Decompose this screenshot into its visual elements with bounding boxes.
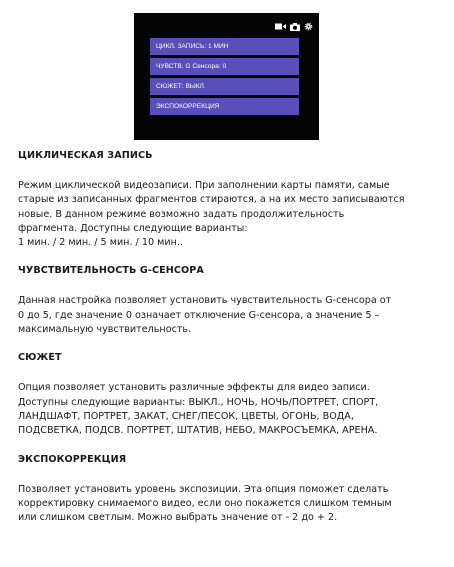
section-text bbox=[18, 294, 442, 337]
status-icons bbox=[275, 22, 313, 31]
section-scene bbox=[18, 352, 442, 438]
section-loop-recording bbox=[18, 150, 442, 250]
section-title: ЦИКЛИЧЕСКАЯ ЗАПИСЬ bbox=[18, 150, 153, 161]
section-title: ЧУВСТВИТЕЛЬНОСТЬ G-СЕНСОРА bbox=[18, 265, 204, 277]
text-line: максимальную чувствительность. bbox=[18, 324, 192, 336]
menu-item-loop-recording[interactable]: ЦИКЛ. ЗАПИСЬ: 1 МИН bbox=[150, 38, 299, 55]
text-line: ПОДСВЕТКА, ПОДСВ. ПОРТРЕТ, ШТАТИВ, НЕБО, МАКРОСЪЕМКА, АРЕНА. bbox=[18, 425, 378, 437]
settings-menu bbox=[150, 38, 299, 118]
text-line: Режим циклической видеозаписи. При заполнении карты памяти, самые bbox=[18, 180, 390, 191]
menu-item-scene[interactable]: СЮЖЕТ: ВЫКЛ. bbox=[150, 78, 299, 95]
text-line: новые. В данном режиме возможно задать продолжительность bbox=[18, 208, 345, 220]
text-line: фрагмента. Доступны следующие варианты: bbox=[18, 222, 248, 234]
text-line: корректировку снимаемого видео, если оно покажется слишком темным bbox=[18, 497, 392, 509]
text-line: старые из записанных фрагментов стираются, а на их место записываются bbox=[18, 194, 405, 206]
text-line: 1 мин. / 2 мин. / 5 мин. / 10 мин.. bbox=[18, 237, 183, 249]
text-line: Данная настройка позволяет установить чувствительность G-сенсора от bbox=[18, 295, 392, 307]
manual-content bbox=[18, 150, 442, 540]
section-exposure bbox=[18, 454, 442, 526]
section-text bbox=[18, 483, 442, 526]
section-text bbox=[18, 381, 442, 438]
menu-item-g-sensor[interactable]: ЧУВСТВ. G Сенсора: 0 bbox=[150, 58, 299, 75]
photo-camera-icon bbox=[290, 23, 300, 31]
text-line: 0 до 5, где значение 0 означает отключение G-сенсора, а значение 5 – bbox=[18, 309, 380, 321]
device-screen bbox=[134, 13, 319, 140]
section-title: ЭКСПОКОРРЕКЦИЯ bbox=[18, 453, 127, 465]
text-line: Доступны следующие варианты: ВЫКЛ., НОЧЬ, НОЧЬ/ПОРТРЕТ, СПОРТ, bbox=[18, 396, 379, 408]
text-line: Позволяет установить уровень экспозиции. Эта опция поможет сделать bbox=[18, 483, 389, 495]
text-line: ЛАНДШАФТ, ПОРТРЕТ, ЗАКАТ, СНЕГ/ПЕСОК, ЦВЕТЫ, ОГОНЬ, ВОДА, bbox=[18, 410, 354, 422]
section-title: СЮЖЕТ bbox=[18, 352, 62, 364]
text-line: Опция позволяет установить различные эффекты для видео записи. bbox=[18, 382, 370, 394]
video-camera-icon bbox=[275, 23, 286, 30]
text-line: или слишком светлым. Можно выбрать значение от - 2 до + 2. bbox=[18, 512, 338, 524]
menu-item-exposure[interactable]: ЭКСПОКОРРЕКЦИЯ bbox=[150, 98, 299, 115]
section-g-sensor bbox=[18, 265, 442, 337]
gear-icon bbox=[304, 22, 313, 31]
section-text bbox=[18, 179, 442, 250]
